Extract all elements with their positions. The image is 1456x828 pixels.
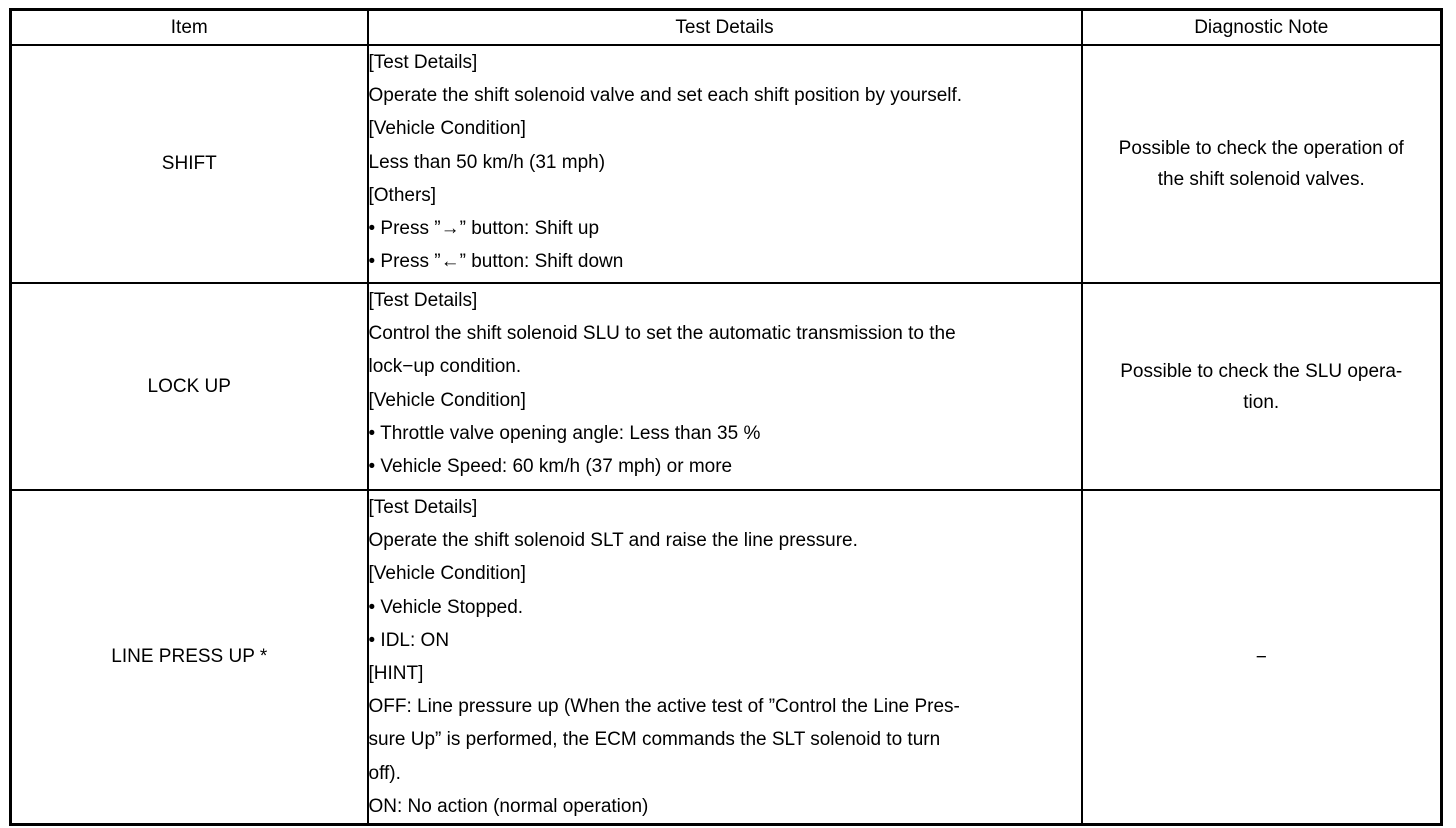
note-line: the shift solenoid valves. [1157,169,1365,190]
item-cell: LINE PRESS UP * [11,490,368,825]
details-line: [Others] [368,184,437,206]
note-line: Possible to check the operation of [1118,138,1404,159]
details-line: • Vehicle Stopped. [368,596,524,618]
item-cell: LOCK UP [11,283,368,490]
details-line: off). [368,762,401,784]
details-line: sure Up” is performed, the ECM commands the SLT solenoid to turn [368,729,941,751]
note-cell [1082,490,1442,825]
details-line: [Vehicle Condition] [368,118,526,140]
note-line: − [1255,646,1267,668]
note-cell [1082,45,1442,283]
details-line: Less than 50 km/h (31 mph) [368,151,606,173]
details-line: Operate the shift solenoid SLT and raise the line pressure. [368,530,858,552]
item-cell: SHIFT [11,45,368,283]
note-line: Possible to check the SLU opera- [1120,360,1403,382]
details-line: [Vehicle Condition] [368,389,526,411]
details-line: • Press ”←” button: Shift down [368,251,624,273]
details-line: ON: No action (normal operation) [368,795,649,817]
details-cell [368,283,1082,490]
active-test-table [9,8,1443,826]
details-cell [368,490,1082,825]
note-cell [1082,283,1442,490]
details-line: [Test Details] [368,52,478,73]
details-line: Control the shift solenoid SLU to set the automatic transmission to the [368,323,956,345]
details-line: • IDL: ON [368,629,450,651]
header-diagnostic-note: Diagnostic Note [1082,10,1442,46]
header-item: Item [11,10,368,46]
details-line: [Test Details] [368,290,478,311]
header-row [11,10,1442,46]
details-line: • Vehicle Speed: 60 km/h (37 mph) or more [368,456,733,478]
table-row [11,45,1442,283]
details-line: lock−up condition. [368,356,522,378]
details-line: [Test Details] [368,497,478,518]
details-cell [368,45,1082,283]
table-row [11,283,1442,490]
details-line: • Throttle valve opening angle: Less than 35 % [368,422,761,444]
details-line: OFF: Line pressure up (When the active test of ”Control the Line Pres- [368,696,960,718]
header-test-details: Test Details [368,10,1082,46]
table-row [11,490,1442,825]
details-line: [HINT] [368,663,424,685]
details-line: • Press ”→” button: Shift up [368,218,600,240]
details-line: [Vehicle Condition] [368,563,526,585]
note-line: tion. [1243,391,1280,413]
details-line: Operate the shift solenoid valve and set each shift position by yourself. [368,85,963,107]
